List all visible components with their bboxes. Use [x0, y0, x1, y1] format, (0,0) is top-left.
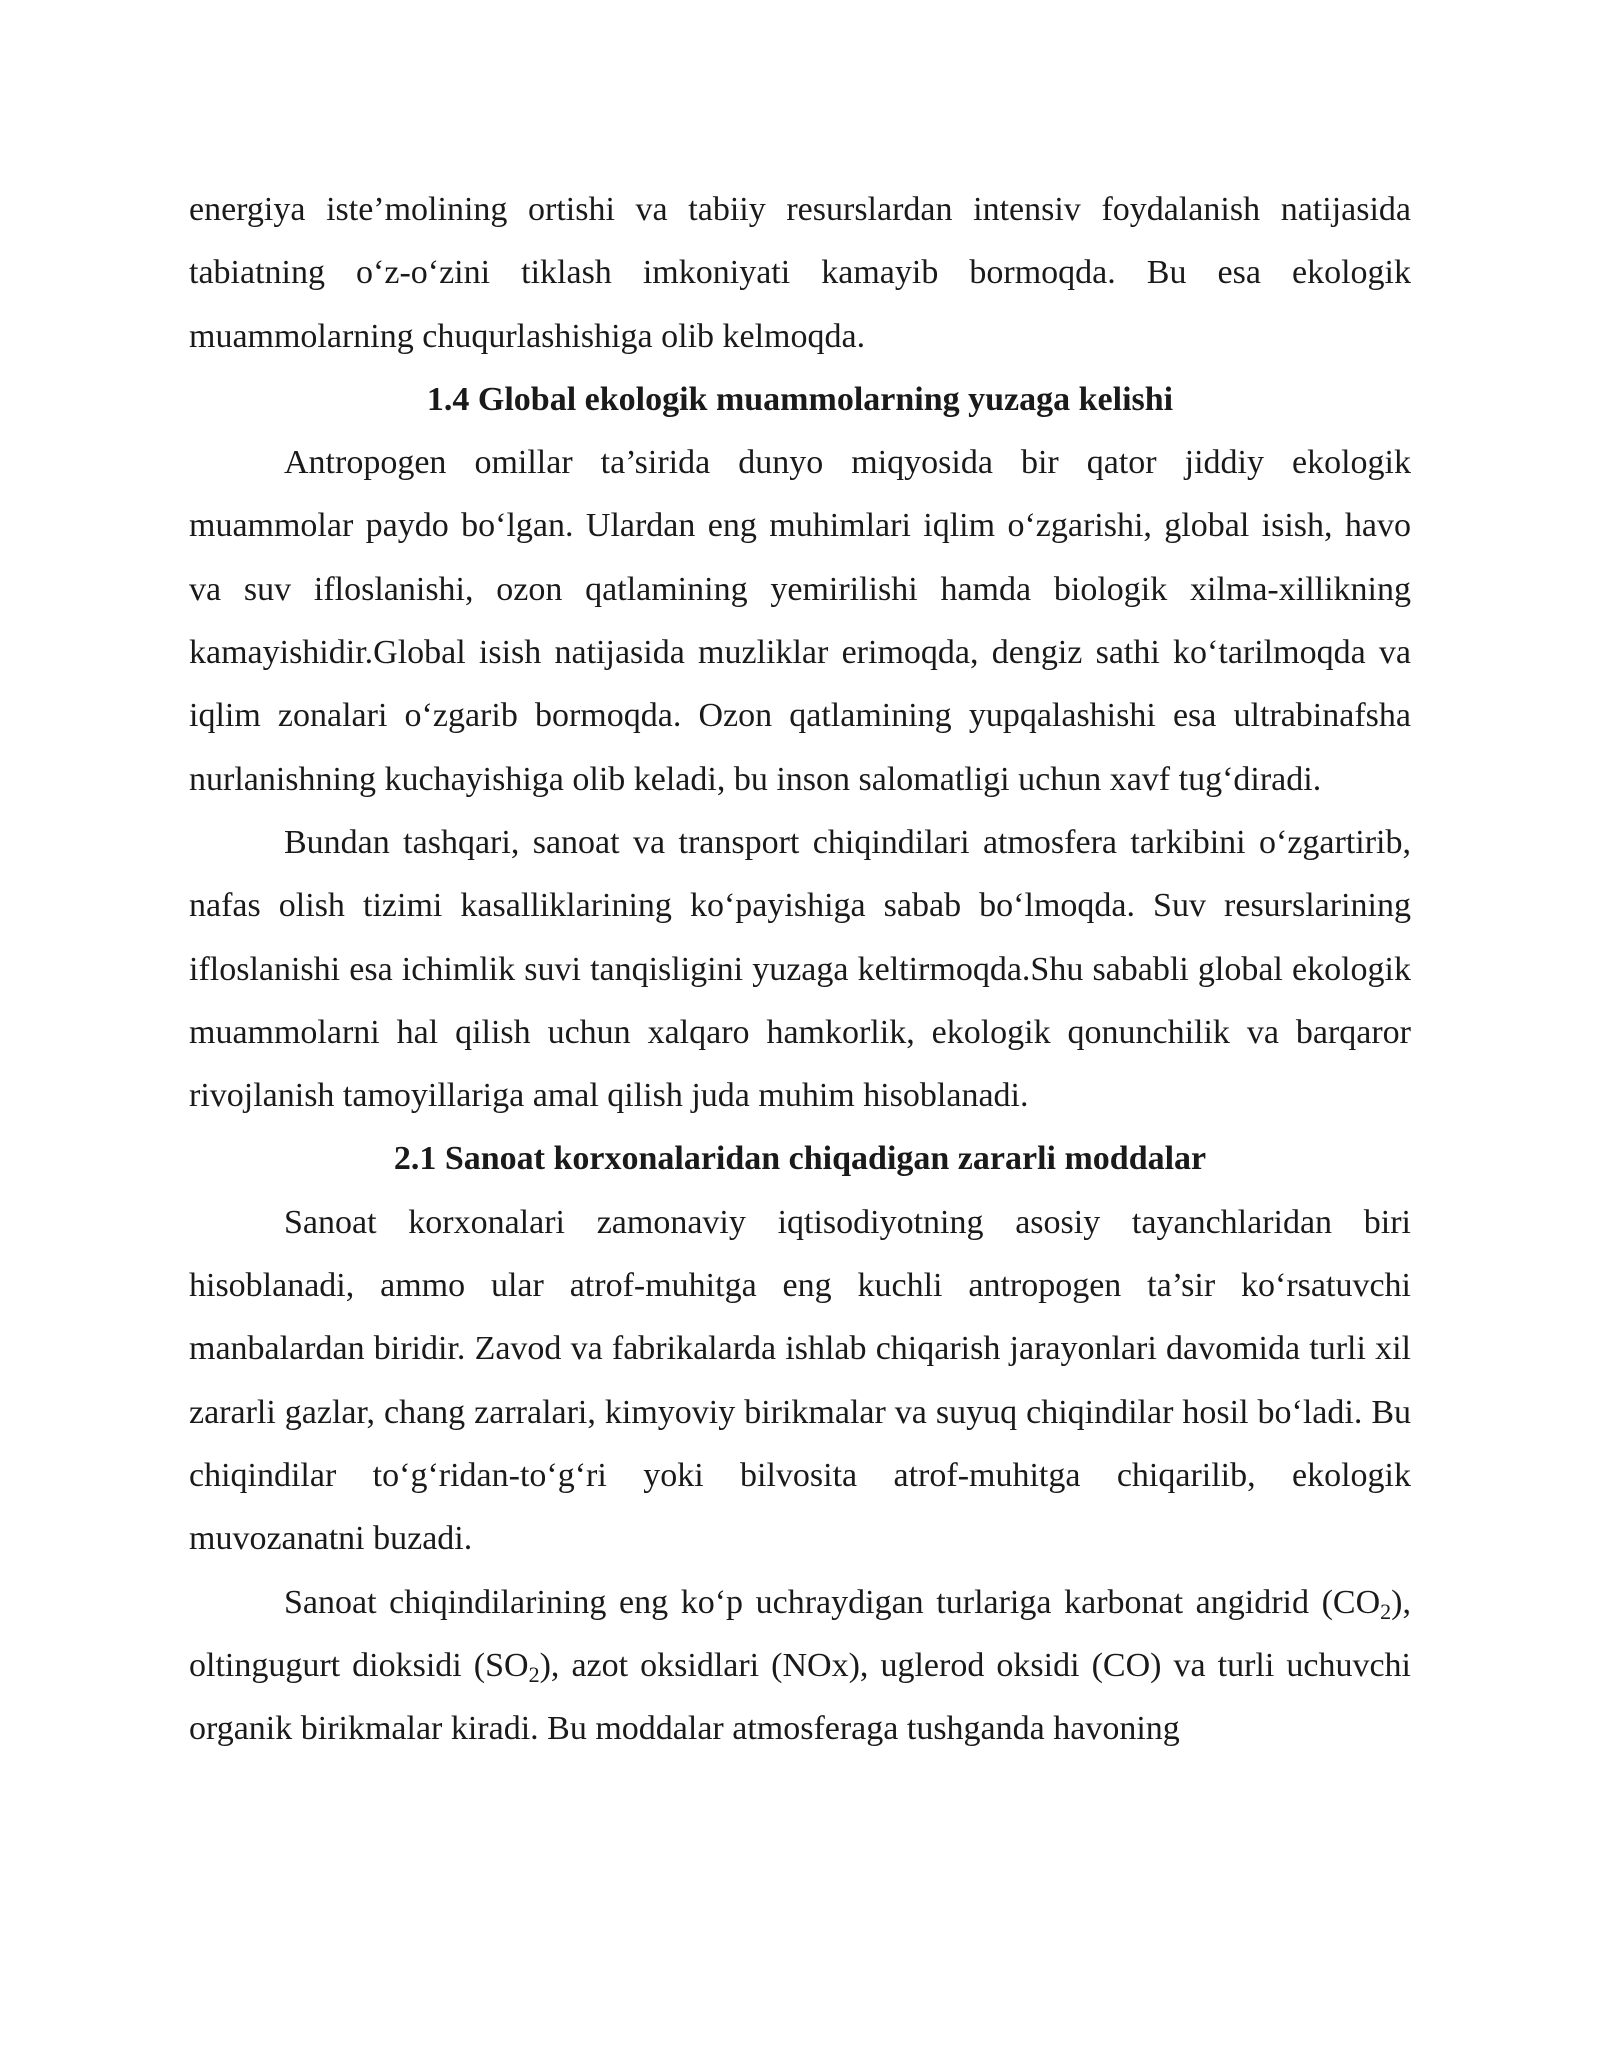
paragraph-continuation: energiya iste’molining ortishi va tabiiy resurslardan intensiv foydalanish natijasida tabiatning o‘z-o‘zini tiklash imkoniyati kamayib bormoqda. Bu esa ekologik muammolarning chuqurlashishiga olib kelmoqda.	[189, 191, 1411, 355]
section-heading-2-1: 2.1 Sanoat korxonalaridan chiqadigan zararli moddalar	[393, 1140, 1207, 1178]
document-page	[189, 178, 1411, 1760]
paragraph-industrial-emissions	[189, 1571, 1411, 1761]
text-run: ), azot oksidlari (NOx), uglerod oksidi (CO) va turli uchuvchi organik birikmalar kiradi. Bu moddalar atmosferaga tushganda havoning	[189, 1646, 1411, 1748]
subscript: 2	[1380, 1598, 1392, 1624]
section-heading-1-4: 1.4 Global ekologik muammolarning yuzaga kelishi	[426, 380, 1174, 418]
paragraph-global-problems: Antropogen omillar ta’sirida dunyo miqyosida bir qator jiddiy ekologik muammolar paydo bo‘lgan. Ulardan eng muhimlari iqlim o‘zgarishi, global isish, havo va suv ifloslanishi, ozon qatlamining yemirilishi hamda biologik xilma-xillikning kamayishidir.Global isish natijasida muzliklar erimoqda, dengiz sathi ko‘tarilmoqda va iqlim zonalari o‘zgarib bormoqda. Ozon qatlamining yupqalashishi esa ultrabinafsha nurlanishning kuchayishiga olib keladi, bu inson salomatligi uchun xavf tug‘diradi.	[189, 444, 1411, 798]
text-run: ), oltingugurt dioksidi (SO	[189, 1583, 1411, 1684]
subscript: 2	[528, 1661, 540, 1687]
text-run: Sanoat chiqindilarining eng ko‘p uchraydigan turlariga karbonat angidrid (CO	[284, 1583, 1381, 1621]
paragraph-industrial-enterprises: Sanoat korxonalari zamonaviy iqtisodiyotning asosiy tayanchlaridan biri hisoblanadi, ammo ular atrof-muhitga eng kuchli antropogen ta’sir ko‘rsatuvchi manbalardan biridir. Zavod va fabrikalarda ishlab chiqarish jarayonlari davomida turli xil zararli gazlar, chang zarralari, kimyoviy birikmalar va suyuq chiqindilar hosil bo‘ladi. Bu chiqindilar to‘g‘ridan-to‘g‘ri yoki bilvosita atrof-muhitga chiqarilib, ekologik muvozanatni buzadi.	[189, 1203, 1411, 1558]
paragraph-transport-waste: Bundan tashqari, sanoat va transport chiqindilari atmosfera tarkibini o‘zgartirib, nafas olish tizimi kasalliklarining ko‘payishiga sabab bo‘lmoqda. Suv resurslarining ifloslanishi esa ichimlik suvi tanqisligini yuzaga keltirmoqda.Shu sababli global ekologik muammolarni hal qilish uchun xalqaro hamkorlik, ekologik qonunchilik va barqaror rivojlanish tamoyillariga amal qilish juda muhim hisoblanadi.	[189, 823, 1411, 1115]
